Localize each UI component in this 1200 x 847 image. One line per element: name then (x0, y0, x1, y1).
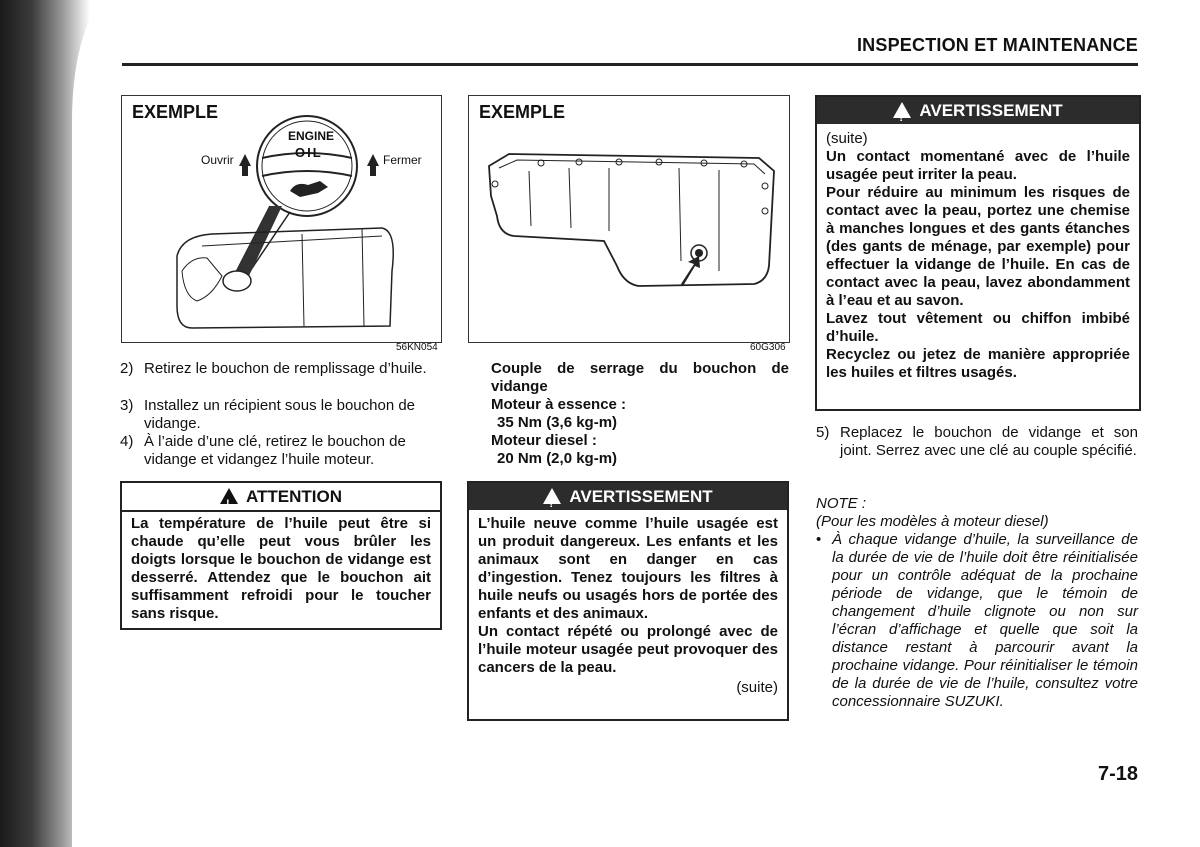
step-number: 4) (120, 433, 134, 450)
figure-oil-pan (468, 95, 790, 343)
step-3 (120, 397, 442, 433)
warning-box-1 (467, 481, 789, 721)
note-subtitle: (Pour les modèles à moteur diesel) (816, 513, 1049, 530)
warning-body (817, 124, 1139, 386)
page-number: 7-18 (1097, 763, 1138, 785)
figure-title: EXEMPLE (479, 102, 566, 122)
figure-code: 60G306 (750, 342, 786, 353)
diesel-value: 20 Nm (2,0 kg-m) (497, 450, 618, 467)
bullet-icon: • (816, 531, 822, 548)
step-number: 5) (816, 424, 830, 441)
warning-paragraph: Un contact répété ou prolongé avec de l’huile moteur usagée peut provoquer des cancers de la peau. (478, 623, 778, 676)
warning-paragraph: Pour réduire au minimum les risques de contact avec la peau, portez une chemise à manches longues et des gants étanches (des gants de ménage, par exemple) pour effectuer la vidange de l’huile. En cas de contact avec la peau, lavez abondamment à l’eau et au savon. (826, 184, 1130, 309)
attention-box (120, 481, 442, 630)
continued-label: (suite) (826, 130, 868, 147)
torque-title: Couple de serrage du bouchon de vidange (491, 360, 789, 395)
section-header: INSPECTION ET MAINTENANCE (856, 35, 1138, 55)
warning-heading (817, 97, 1139, 124)
warning-paragraph: L’huile neuve comme l’huile usagée est un produit dangereux. Les enfants et les animaux sont en danger en cas d’ingestion. Tenez toujours les filtres à huile neufs ou usagés hors de portée des enfants et des animaux. (478, 515, 778, 622)
step-number: 2) (120, 360, 134, 377)
figure-oil-filler-cap (121, 95, 442, 343)
step-text: Retirez le bouchon de remplissage d’huile. (144, 360, 427, 377)
petrol-value: 35 Nm (3,6 kg-m) (497, 414, 618, 431)
step-5 (816, 424, 1138, 460)
warning-triangle-icon (220, 488, 238, 504)
step-number: 3) (120, 397, 134, 414)
note-bullet-item (816, 531, 1138, 711)
petrol-label: Moteur à essence : (491, 396, 627, 413)
diesel-label: Moteur diesel : (491, 432, 597, 449)
warning-body (469, 510, 787, 701)
warning-box-2 (815, 95, 1141, 411)
cap-label-oil: OIL (295, 145, 323, 160)
step-text: À l’aide d’une clé, retirez le bouchon de vidange et vidangez l’huile moteur. (144, 433, 406, 468)
note-label: NOTE : (816, 495, 867, 512)
warning-paragraph: Recyclez ou jetez de manière appropriée les huiles et filtres usagés. (826, 346, 1130, 381)
step-text: Installez un récipient sous le bouchon de vidange. (144, 397, 416, 432)
attention-body: La température de l’huile peut être si chaude qu’elle peut vous brûler les doigts lorsque le bouchon de vidange est desserré. Attendez que le bouchon ait suffisamment refroidi pour le toucher sans risque. (131, 515, 431, 622)
torque-spec (491, 360, 789, 468)
cap-label-engine: ENGINE (288, 129, 335, 143)
warning-heading-text: AVERTISSEMENT (569, 487, 713, 506)
attention-heading (122, 483, 440, 512)
oil-pan-illustration (469, 96, 789, 342)
open-label: Ouvrir (201, 153, 234, 167)
note-block (816, 495, 1138, 711)
step-4 (120, 433, 442, 469)
oil-cap-illustration (122, 96, 441, 342)
warning-triangle-icon (543, 488, 561, 504)
step-text: Replacez le bouchon de vidange et son joint. Serrez avec une clé au couple spécifié. (840, 424, 1138, 459)
header-rule (122, 63, 1138, 66)
figure-title: EXEMPLE (132, 102, 219, 122)
warning-heading-text: AVERTISSEMENT (919, 101, 1063, 120)
warning-heading (469, 483, 787, 510)
warning-triangle-icon (893, 102, 911, 118)
close-label: Fermer (383, 153, 422, 167)
attention-heading-text: ATTENTION (245, 487, 342, 506)
note-text: À chaque vidange d’huile, la surveillance de la durée de vie de l’huile doit être réinitialisée pour un contrôle adéquat de la prochaine période de vidange, que le témoin de changement d’huile clignote ou non sur l’écran d’affichage et quelle que soit la distance restant à parcourir avant la prochaine vidange. Pour réinitialiser le témoin de la durée de vie de l’huile, consultez votre concessionnaire SUZUKI. (832, 531, 1138, 710)
continued-label: (suite) (736, 679, 778, 696)
step-2 (120, 360, 442, 378)
warning-paragraph: Lavez tout vêtement ou chiffon imbibé d’huile. (826, 310, 1130, 345)
warning-paragraph: Un contact momentané avec de l’huile usagée peut irriter la peau. (826, 148, 1130, 183)
figure-code: 56KN054 (396, 342, 438, 353)
